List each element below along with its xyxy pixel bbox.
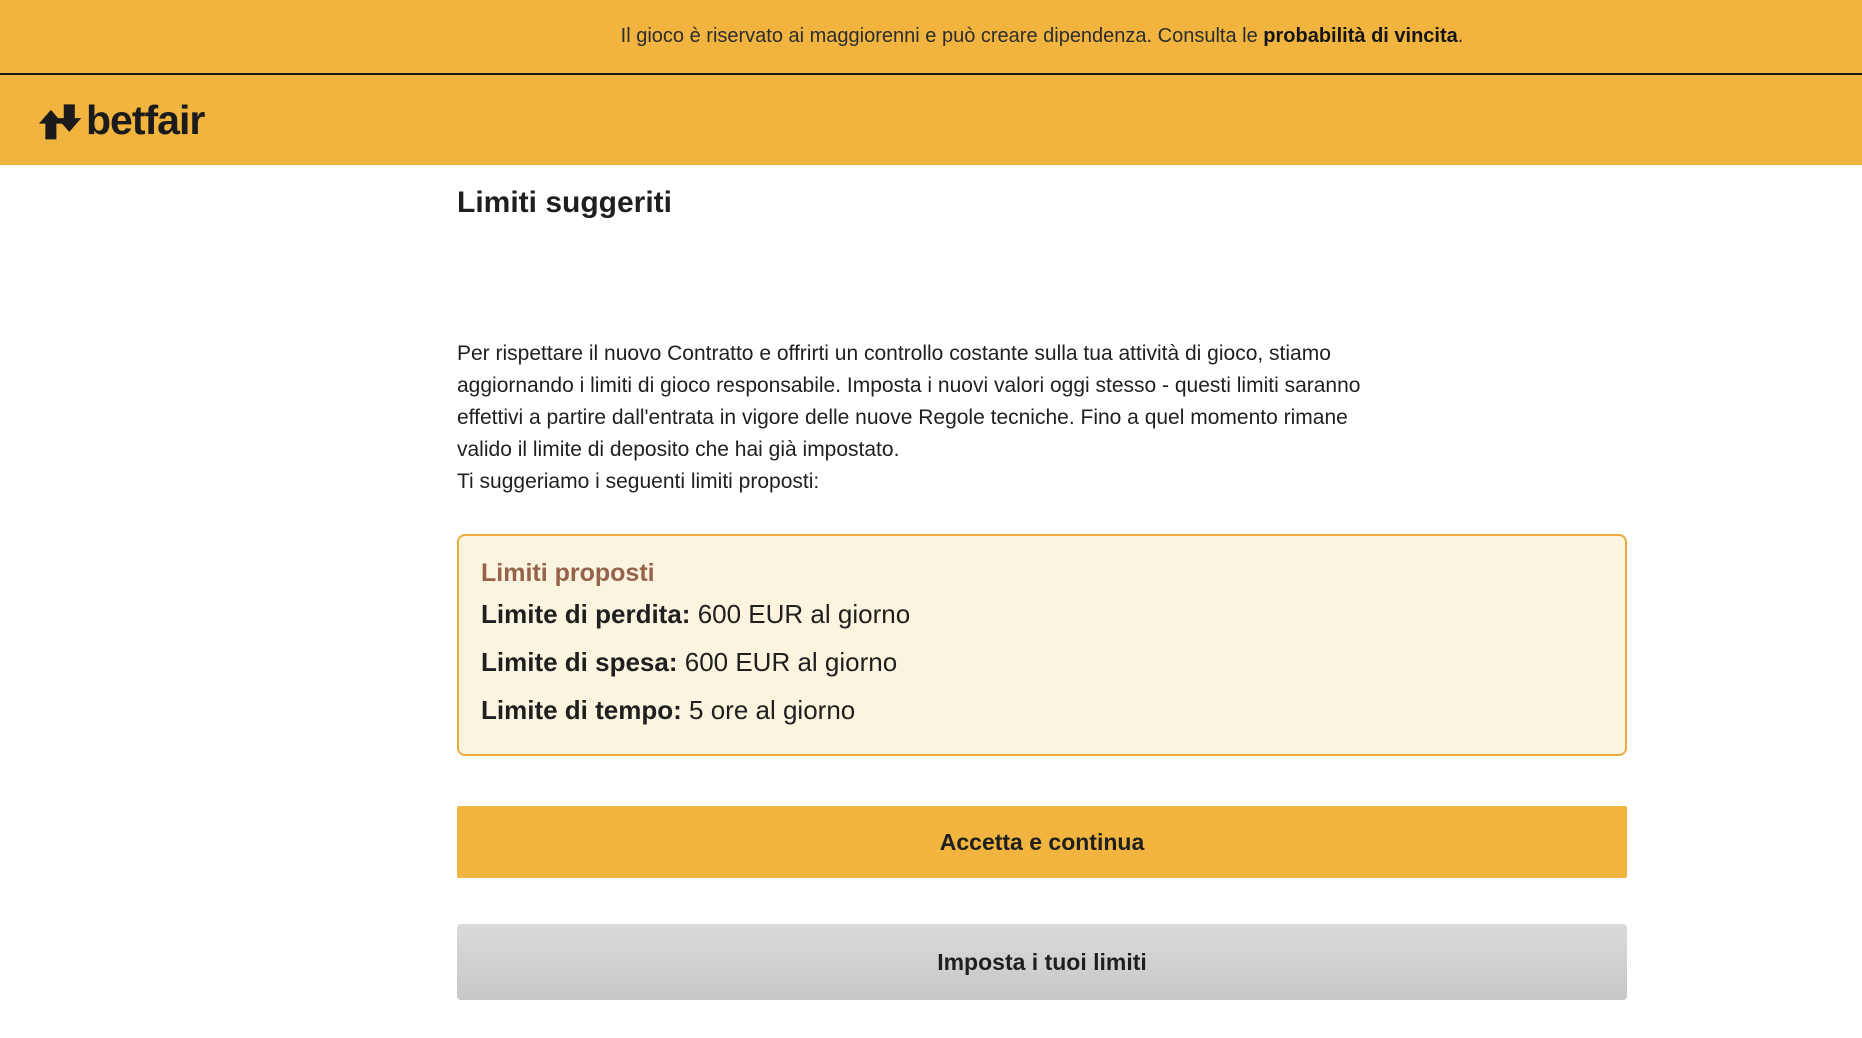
spend-limit-label: Limite di spesa: [481,647,678,677]
proposed-limits-title: Limiti proposti [481,559,655,587]
time-limit-row [481,686,1603,734]
intro-line: Ti suggeriamo i seguenti limiti proposti: [457,470,820,493]
main-content [457,165,1627,1000]
loss-limit-label: Limite di perdita: [481,599,691,629]
proposed-limits-box [457,534,1627,756]
disclaimer-text-before: Il gioco è riservato ai maggiorenni e può creare dipendenza. Consulta le [620,25,1264,47]
intro-line: effettivi a partire dall'entrata in vigore delle nuove Regole tecniche. Fino a quel momento rimane [457,406,1348,429]
intro-line: aggiornando i limiti di gioco responsabile. Imposta i nuovi valori oggi stesso - questi limiti saranno [457,374,1361,397]
spend-limit-value: 600 EUR al giorno [684,647,898,677]
betfair-logo[interactable] [38,97,204,143]
time-limit-value: 5 ore al giorno [689,695,856,725]
betfair-logo-text: betfair [86,96,205,143]
loss-limit-row [481,590,1603,638]
page-title: Limiti suggeriti [457,186,673,219]
loss-limit-value: 600 EUR al giorno [697,599,911,629]
age-disclaimer-text [457,25,1627,48]
accept-continue-button[interactable]: Accetta e continua [457,806,1627,878]
winning-odds-link[interactable]: probabilità di vincita [1263,25,1458,47]
time-limit-label: Limite di tempo: [481,695,682,725]
intro-line: valido il limite di deposito che hai già impostato. [457,438,900,461]
spend-limit-row [481,638,1603,686]
age-disclaimer-banner [0,0,1862,73]
betfair-arrows-icon [38,97,84,143]
intro-paragraph [457,338,1627,498]
intro-line: Per rispettare il nuovo Contratto e offrirti un controllo costante sulla tua attività di gioco, stiamo [457,342,1331,365]
set-your-limits-button[interactable]: Imposta i tuoi limiti [457,924,1627,1000]
disclaimer-text-after: . [1457,25,1464,47]
header-bar [0,75,1862,165]
